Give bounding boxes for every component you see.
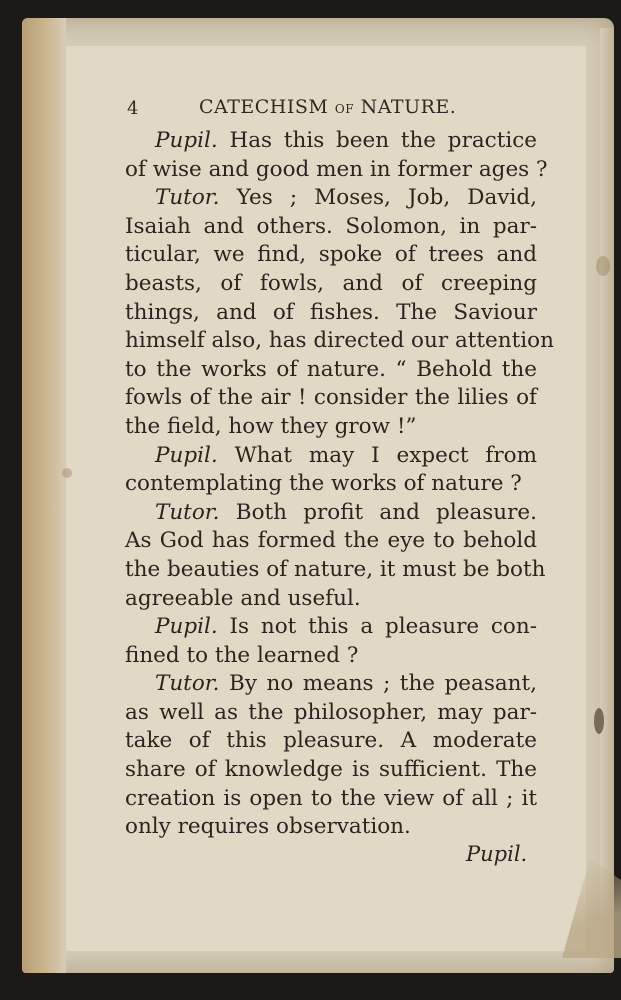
text-line [125,413,537,442]
line-text: By no means ; the peasant, [229,671,537,697]
text-line [125,213,537,242]
line-text: share of knowledge is sufficient. The [125,757,537,783]
line-text: What may I expect from [234,442,537,468]
text-line [125,642,537,671]
line-text: only requires observation. [125,814,411,840]
line-text: Both profit and pleasure. [235,499,537,525]
line-text: fowls of the air ! consider the lilies of [125,385,537,411]
text-line [125,299,537,328]
text-line [125,727,537,756]
text-line [125,184,537,213]
text-line [125,813,537,842]
line-text: to the works of nature. “ Behold the [125,356,537,382]
text-line [125,270,537,299]
text-line [125,699,537,728]
body-text [125,127,554,842]
text-line [125,556,546,585]
line-text: Has this been the practice [229,128,537,153]
text-line [125,470,537,499]
text-line [125,670,537,699]
text-line [125,613,537,642]
paper-stain [596,256,610,276]
running-title [199,96,456,118]
text-line [125,127,537,156]
paper-stain [594,708,604,734]
line-text: fined to the learned ? [125,642,359,668]
line-text: Isaiah and others. Solomon, in par- [125,213,537,239]
line-text: ticular, we find, spoke of trees and [125,242,537,268]
line-text: creation is open to the view of all ; it [125,785,537,811]
line-text: of wise and good men in former ages ? [125,156,548,182]
page-number: 4 [127,98,139,119]
text-line [125,384,537,413]
text-line [125,156,548,185]
line-text: As God has formed the eye to behold [125,528,537,554]
line-text: Is not this a pleasure con- [229,614,537,640]
speaker-label: Tutor. [155,499,220,525]
running-header [127,96,477,126]
speaker-label: Pupil. [155,614,218,640]
line-text: as well as the philosopher, may par- [125,699,537,725]
title-catechism: CATECHISM [199,96,329,118]
text-line [125,241,537,270]
text-line [125,527,537,556]
line-text: things, and of fishes. The Saviour [125,299,537,325]
line-text: Yes ; Moses, Job, David, [236,185,537,211]
page-edge [600,28,614,958]
text-line [125,499,537,528]
line-text: beasts, of fowls, and of creeping [125,270,537,296]
text-line [125,356,537,385]
paper-stain [62,468,72,478]
line-text: take of this pleasure. A moderate [125,728,537,754]
text-line [125,785,537,814]
page-gutter [22,18,66,973]
line-text: the field, how they grow !” [125,413,417,439]
line-text: contemplating the works of nature ? [125,471,522,497]
speaker-label: Tutor. [155,185,220,211]
text-line [125,585,537,614]
text-line [125,442,537,471]
line-text: the beauties of nature, it must be both [125,556,546,582]
line-text: agreeable and useful. [125,585,361,611]
catchword: Pupil. [466,842,528,866]
title-of: OF [334,102,355,116]
speaker-label: Pupil. [155,442,218,468]
title-nature: NATURE. [360,96,457,118]
speaker-label: Tutor. [155,671,220,697]
line-text: himself also, has directed our attention [125,328,554,354]
text-line [125,756,537,785]
text-line [125,327,554,356]
speaker-label: Pupil. [155,128,218,153]
